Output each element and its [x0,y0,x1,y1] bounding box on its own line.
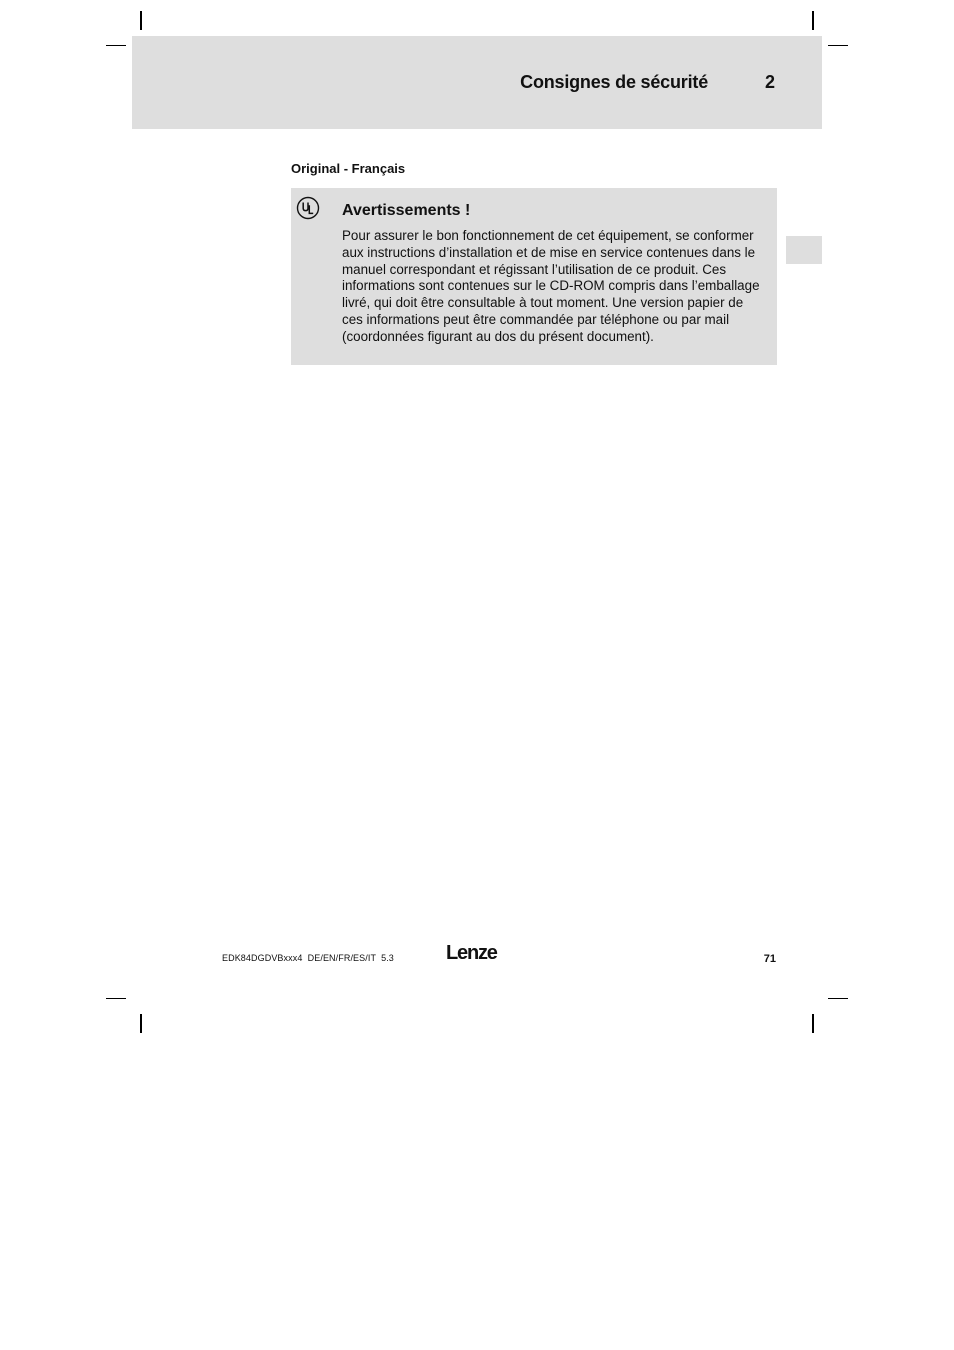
crop-mark-top-left-vertical [140,11,142,30]
crop-mark-bottom-left-vertical [140,1014,142,1033]
footer-languages: DE/EN/FR/ES/IT [307,953,376,963]
chapter-side-tab [786,236,822,264]
chapter-number: 2 [764,72,775,92]
crop-mark-top-right-horizontal [828,45,848,46]
lenze-logo: Lenze [446,942,497,964]
crop-mark-bottom-left-horizontal [106,998,126,999]
footer-version: 5.3 [381,953,394,963]
warning-title: Avertissements ! [342,202,471,219]
crop-mark-bottom-right-horizontal [828,998,848,999]
footer-doc-info [222,953,394,963]
crop-mark-top-right-vertical [812,11,814,30]
crop-mark-top-left-horizontal [106,45,126,46]
warning-box [291,188,777,365]
crop-mark-bottom-right-vertical [812,1014,814,1033]
page-number: 71 [763,953,776,965]
chapter-title: Consignes de sécurité [520,72,708,92]
warning-text: Pour assurer le bon fonctionnement de cet équipement, se conformer aux instructions d’installation et de mise en service contenues dans le manuel correspondant et régissant l’utilisation de ce produit. Ces informations sont contenues sur le CD-ROM compris dans l’emballage livré, qui doit être consultable à tout moment. Une version papier de ces informations peut être commandée par téléphone ou par mail (coordonnées figurant au dos du présent document). [342,228,760,344]
ul-listed-icon [296,196,320,220]
footer-doc-code: EDK84DGDVBxxx4 [222,953,303,963]
section-label: Original - Français [291,161,406,176]
